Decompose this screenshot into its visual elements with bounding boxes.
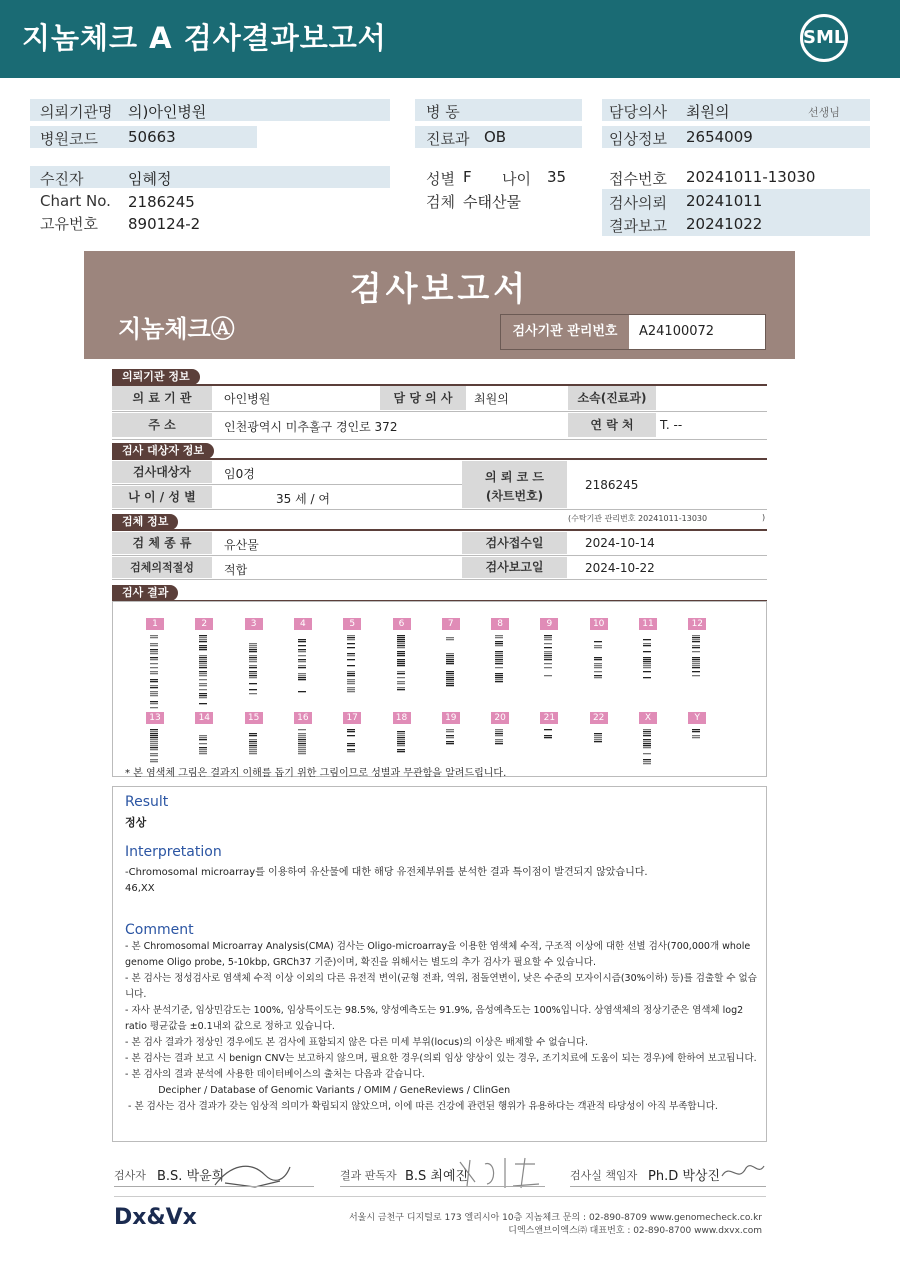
chromosome-3-ideogram xyxy=(249,635,259,697)
hospital-code-label: 병원코드 xyxy=(40,130,98,148)
chromosome-5-ideogram xyxy=(347,635,357,693)
subject-name-value: 임0경 xyxy=(224,467,255,481)
chromosome-label-5: 5 xyxy=(343,618,361,630)
doctor-suffix: 선생님 xyxy=(808,106,840,119)
sex-label: 성별 xyxy=(426,170,455,188)
subject-code-value: 2186245 xyxy=(585,478,639,492)
patient-label: 수진자 xyxy=(40,170,84,188)
report-header xyxy=(84,251,795,359)
specimen-report-label: 검사보고일 xyxy=(462,557,567,578)
chromosome-17-ideogram xyxy=(347,729,357,753)
chromosome-13-ideogram xyxy=(150,729,160,763)
chromosome-label-17: 17 xyxy=(343,712,361,724)
specimen-suit-value: 적합 xyxy=(224,563,248,577)
inst-info-tag: 의뢰기관 정보 xyxy=(112,369,200,385)
chromosome-label-9: 9 xyxy=(540,618,558,630)
report-label: 결과보고 xyxy=(609,217,667,235)
chromosome-15-ideogram xyxy=(249,729,259,757)
chromosome-14-ideogram xyxy=(199,729,209,759)
specimen-receipt-value: 2024-10-14 xyxy=(585,536,655,550)
tester-value: B.S. 박윤희 xyxy=(157,1169,225,1184)
chief-value: Ph.D 박상진 xyxy=(648,1169,721,1184)
chromosome-label-6: 6 xyxy=(393,618,411,630)
tester-label: 검사자 xyxy=(114,1169,146,1182)
chromosome-10-ideogram xyxy=(594,635,604,679)
request-label: 검사의뢰 xyxy=(609,194,667,212)
specimen-info-tag: 검체 정보 xyxy=(112,514,178,530)
chromosome-Y-ideogram xyxy=(692,729,702,739)
chromosome-16-ideogram xyxy=(298,729,308,755)
mgmt-number-value: A24100072 xyxy=(639,324,715,339)
chromosome-4-ideogram xyxy=(298,635,308,693)
chromosome-label-7: 7 xyxy=(442,618,460,630)
chromosome-7-ideogram xyxy=(446,635,456,687)
receipt-label: 접수번호 xyxy=(609,170,667,188)
interpretation-text: -Chromosomal microarray를 이용하여 유산물에 대한 해당 유전체부위를 분석한 결과 특이점이 발견되지 않았습니다. 46,XX xyxy=(125,867,648,894)
comment-text: - 본 Chromosomal Microarray Analysis(CMA) 검사는 Oligo-microarray을 이용한 염색체 수적, 구조적 이상에 대한 선별 검사(700,000개 whole genome Oligo probe, 5-10kbp, GRCh37 기준)이며, 확진을 위해서는 별도의 추가 검사가 필요할 수 있습니다. - 본 검사는 정성검사로 염색체 수적 이상 이외의 다른 유전적 변이(균형 전좌, 역위, 점돌연변이, 낮은 수준의 모자이시즘(30%이하) 등)를 검출할 수 없습 니다. - 자사 분석기준, 임상민감도는 100%, 임상특이도는 98.5%, 양성예측도는 91.9%, 음성예측도는 100%입니다. 상염색체의 정상기준은 염색체 log2 ratio 평균값을 ±0.1내외 값으로 정하고 있습니다. - 본 검사 결과가 정상인 경우에도 본 검사에 표함되지 않은 다른 미세 부위(locus)의 이상은 배제할 수 없습니다. - 본 검사는 결과 보고 시 benign CNV는 보고하지 않으며, 필요한 경우(의뢰 임상 양상이 있는 경우, 조기치료에 도움이 되는 경우)에 한하여 보고됩니다. - 본 검사의 결과 분석에 사용한 데이터베이스의 출처는 다음과 같습니다. Decipher / Database of Genomic Variants / OMIM / GeneReviews / ClinGen - 본 검사는 검사 결과가 갖는 임상적 의미가 확립되지 않았으며, 이에 따른 건강에 관련된 행위가 유용하다는 객관적 타당성이 아직 부족합니다. xyxy=(125,941,757,1112)
chromosome-label-2: 2 xyxy=(195,618,213,630)
inst-name-label: 의 료 기 관 xyxy=(112,386,212,410)
karyotype-box xyxy=(112,601,767,777)
specimen-label: 검체 xyxy=(426,193,455,211)
footer-line-2: 디엑스앤브이엑스㈜ 대표번호 : 02-890-8700 www.dxvx.com xyxy=(508,1226,762,1236)
subject-name-label: 검사대상자 xyxy=(112,461,212,483)
chromosome-label-14: 14 xyxy=(195,712,213,724)
chromosome-2-ideogram xyxy=(199,635,209,705)
karyotype-note: * 본 염색체 그림은 결과지 이해를 돕기 위한 그림이므로 성별과 무관함을 알려드립니다. xyxy=(125,768,507,779)
chromosome-label-12: 12 xyxy=(688,618,706,630)
genomecheck-logo: 지놈체크Ⓐ xyxy=(118,315,235,343)
karyotype-tag: 검사 결과 xyxy=(112,585,178,601)
chromosome-9-ideogram xyxy=(544,635,554,681)
clinical-label: 임상정보 xyxy=(609,130,667,148)
dept-value: OB xyxy=(484,128,507,146)
clinical-value: 2654009 xyxy=(686,128,753,146)
chromosome-label-18: 18 xyxy=(393,712,411,724)
footer-line-1: 서울시 금천구 디지털로 173 엘리시아 10층 지놈체크 문의 : 02-890-8709 www.genomecheck.co.kr xyxy=(348,1213,762,1223)
subject-agesex-label: 나 이 / 성 별 xyxy=(112,486,212,508)
report-value: 20241022 xyxy=(686,215,763,233)
specimen-mgmt-note: (수탁기관 관리번호 20241011-13030 xyxy=(568,514,708,523)
chromosome-11-ideogram xyxy=(643,635,653,679)
chromosome-label-3: 3 xyxy=(245,618,263,630)
receipt-value: 20241011-13030 xyxy=(686,168,816,186)
result-title: Result xyxy=(125,794,169,810)
uid-value: 890124-2 xyxy=(128,215,201,233)
chromosome-1-ideogram xyxy=(150,635,160,715)
result-box xyxy=(112,786,767,1142)
inst-doctor-value: 최원의 xyxy=(474,392,509,406)
specimen-value: 수태산물 xyxy=(463,193,521,211)
comment-title: Comment xyxy=(125,922,194,938)
top-banner xyxy=(0,0,900,78)
sml-logo: SML xyxy=(800,14,848,62)
chromosome-21-ideogram xyxy=(544,729,554,741)
subject-info-tag: 검사 대상자 정보 xyxy=(112,443,214,459)
chromosome-6-ideogram xyxy=(397,635,407,691)
page-title: 지놈체크 A 검사결과보고서 xyxy=(22,21,387,55)
judge-label: 결과 판독자 xyxy=(340,1169,397,1182)
specimen-type-value: 유산물 xyxy=(224,538,259,552)
inst-contact-value: T. -- xyxy=(660,418,683,432)
ward-label: 병 동 xyxy=(426,103,460,121)
uid-label: 고유번호 xyxy=(40,215,98,233)
chromosome-20-ideogram xyxy=(495,729,505,745)
doctor-value: 최원의 xyxy=(686,103,730,121)
dxvx-logo: Dx&Vx xyxy=(114,1205,197,1230)
inst-addr-label: 주 소 xyxy=(112,413,212,437)
specimen-receipt-label: 검사접수일 xyxy=(462,532,567,554)
chromosome-label-10: 10 xyxy=(590,618,608,630)
inst-contact-label: 연 락 처 xyxy=(568,413,656,437)
chromosome-X-ideogram xyxy=(643,729,653,767)
judge-signature xyxy=(455,1152,545,1194)
hospital-code-value: 50663 xyxy=(128,128,176,146)
chromosome-22-ideogram xyxy=(594,729,604,743)
chief-label: 검사실 책임자 xyxy=(570,1169,638,1182)
specimen-report-value: 2024-10-22 xyxy=(585,561,655,575)
chromosome-label-20: 20 xyxy=(491,712,509,724)
sex-value: F xyxy=(463,168,472,186)
specimen-suit-label: 검체의적절성 xyxy=(112,557,212,578)
dept-label: 진료과 xyxy=(426,130,470,148)
tester-signature xyxy=(210,1155,295,1195)
inst-addr-value: 인천광역시 미추홀구 경인로 372 xyxy=(224,420,398,434)
chromosome-18-ideogram xyxy=(397,729,407,753)
chromosome-label-4: 4 xyxy=(294,618,312,630)
specimen-type-label: 검 체 종 류 xyxy=(112,532,212,554)
report-title: 검사보고서 xyxy=(349,269,530,308)
institution-label: 의뢰기관명 xyxy=(40,103,113,121)
inst-dept-label: 소속(진료과) xyxy=(568,386,656,410)
doctor-label: 담당의사 xyxy=(609,103,667,121)
institution-value: 의)아인병원 xyxy=(128,103,207,121)
result-value: 정상 xyxy=(125,816,147,829)
subject-code-label: 의 뢰 코 드 (차트번호) xyxy=(462,461,567,508)
patient-value: 임혜정 xyxy=(128,170,172,188)
chromosome-label-13: 13 xyxy=(146,712,164,724)
subject-agesex-value: 35 세 / 여 xyxy=(276,492,330,506)
chromosome-label-15: 15 xyxy=(245,712,263,724)
specimen-mgmt-note-end: ) xyxy=(762,513,766,522)
chart-label: Chart No. xyxy=(40,192,111,210)
inst-doctor-label: 담 당 의 사 xyxy=(380,386,466,410)
mgmt-number-box xyxy=(500,314,766,350)
request-value: 20241011 xyxy=(686,192,763,210)
chromosome-label-8: 8 xyxy=(491,618,509,630)
chromosome-8-ideogram xyxy=(495,635,505,683)
chromosome-label-Y: Y xyxy=(688,712,706,724)
mgmt-number-label: 검사기관 관리번호 xyxy=(501,315,629,349)
chromosome-label-19: 19 xyxy=(442,712,460,724)
age-value: 35 xyxy=(547,168,567,186)
chromosome-12-ideogram xyxy=(692,635,702,677)
age-label: 나이 xyxy=(502,170,531,188)
chromosome-19-ideogram xyxy=(446,729,456,747)
chief-signature xyxy=(718,1158,768,1186)
chromosome-label-X: X xyxy=(639,712,657,724)
chart-value: 2186245 xyxy=(128,193,195,211)
chromosome-label-1: 1 xyxy=(146,618,164,630)
chromosome-label-22: 22 xyxy=(590,712,608,724)
judge-value: B.S 최예진 xyxy=(405,1169,469,1184)
inst-name-value: 아인병원 xyxy=(224,392,271,406)
chromosome-label-11: 11 xyxy=(639,618,657,630)
interpretation-title: Interpretation xyxy=(125,844,222,860)
chromosome-label-21: 21 xyxy=(540,712,558,724)
chromosome-label-16: 16 xyxy=(294,712,312,724)
